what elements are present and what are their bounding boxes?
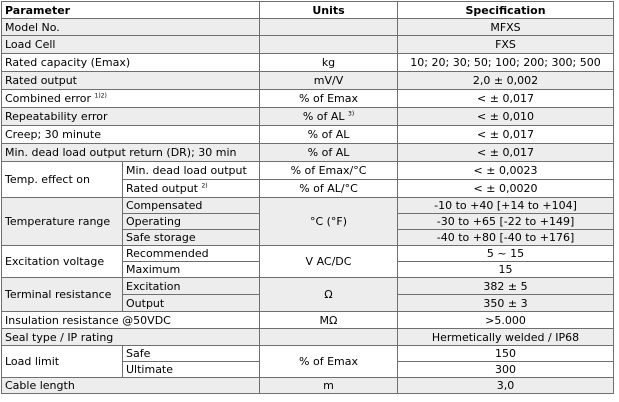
excitation-sub2-label: Maximum: [123, 262, 260, 278]
temp-range-sub3-spec: -40 to +80 [-40 to +176]: [398, 230, 614, 246]
row-temp-effect-1: [2, 162, 614, 180]
row-loadlimit-1: [2, 346, 614, 362]
creep-units: % of AL: [260, 126, 398, 144]
cable-label: Cable length: [2, 378, 260, 394]
output-units: mV/V: [260, 72, 398, 90]
excitation-sub2-spec: 15: [398, 262, 614, 278]
row-cable: [2, 378, 614, 394]
model-spec: MFXS: [398, 19, 614, 36]
repeat-spec: < ± 0,010: [398, 108, 614, 126]
row-capacity: [2, 54, 614, 72]
excitation-sub1-spec: 5 ~ 15: [398, 246, 614, 262]
row-excitation-1: [2, 246, 614, 262]
combined-units: % of Emax: [260, 90, 398, 108]
terminal-sub2-label: Output: [123, 295, 260, 312]
seal-units: [260, 329, 398, 346]
cable-units: m: [260, 378, 398, 394]
output-spec: 2,0 ± 0,002: [398, 72, 614, 90]
temp-range-sub2-label: Operating: [123, 214, 260, 230]
temp-effect-sub2-label: Rated output: [126, 182, 198, 195]
temp-effect-sub1-units: % of Emax/°C: [260, 162, 398, 180]
row-terminal-1: [2, 278, 614, 295]
dr-label: Min. dead load output return (DR); 30 min: [2, 144, 260, 162]
row-output: [2, 72, 614, 90]
header-specification: Specification: [398, 2, 614, 19]
combined-label-cell: [2, 90, 260, 108]
temp-effect-sub1-spec: < ± 0,0023: [398, 162, 614, 180]
loadcell-units: [260, 36, 398, 54]
loadlimit-sub2-label: Ultimate: [123, 362, 260, 378]
seal-spec: Hermetically welded / IP68: [398, 329, 614, 346]
repeat-units-cell: [260, 108, 398, 126]
temp-effect-label: Temp. effect on: [2, 162, 123, 198]
loadlimit-sub2-spec: 300: [398, 362, 614, 378]
repeat-units: % of AL: [302, 110, 345, 123]
capacity-spec: 10; 20; 30; 50; 100; 200; 300; 500: [398, 54, 614, 72]
capacity-label: Rated capacity (Emax): [2, 54, 260, 72]
row-model: [2, 19, 614, 36]
model-label: Model No.: [2, 19, 260, 36]
insulation-units: MΩ: [260, 312, 398, 329]
terminal-sub1-spec: 382 ± 5: [398, 278, 614, 295]
repeat-footnote: 3): [348, 110, 355, 118]
insulation-spec: >5.000: [398, 312, 614, 329]
loadlimit-label: Load limit: [2, 346, 123, 378]
temp-range-sub1-label: Compensated: [123, 198, 260, 214]
temp-effect-sub2-cell: [123, 180, 260, 198]
header-parameter: Parameter: [2, 2, 260, 19]
header-units: Units: [260, 2, 398, 19]
terminal-units: Ω: [260, 278, 398, 312]
excitation-sub1-label: Recommended: [123, 246, 260, 262]
combined-footnote: 1)2): [94, 92, 107, 100]
dr-spec: < ± 0,017: [398, 144, 614, 162]
specification-table: [1, 1, 614, 394]
loadcell-spec: FXS: [398, 36, 614, 54]
temp-range-sub2-spec: -30 to +65 [-22 to +149]: [398, 214, 614, 230]
loadlimit-sub1-spec: 150: [398, 346, 614, 362]
terminal-sub1-label: Excitation: [123, 278, 260, 295]
capacity-units: kg: [260, 54, 398, 72]
row-insulation: [2, 312, 614, 329]
excitation-units: V AC/DC: [260, 246, 398, 278]
combined-label: Combined error: [5, 92, 92, 105]
temp-range-sub1-spec: -10 to +40 [+14 to +104]: [398, 198, 614, 214]
temp-effect-sub1-label: Min. dead load output: [123, 162, 260, 180]
insulation-label: Insulation resistance @50VDC: [2, 312, 260, 329]
row-temp-range-1: [2, 198, 614, 214]
cable-spec: 3,0: [398, 378, 614, 394]
dr-units: % of AL: [260, 144, 398, 162]
excitation-label: Excitation voltage: [2, 246, 123, 278]
row-repeatability: [2, 108, 614, 126]
temp-range-label: Temperature range: [2, 198, 123, 246]
repeat-label: Repeatability error: [2, 108, 260, 126]
row-dr: [2, 144, 614, 162]
row-creep: [2, 126, 614, 144]
loadlimit-units: % of Emax: [260, 346, 398, 378]
loadlimit-sub1-label: Safe: [123, 346, 260, 362]
temp-effect-sub2-footnote: 2): [201, 182, 208, 190]
temp-range-units: °C (°F): [260, 198, 398, 246]
row-combined-error: [2, 90, 614, 108]
creep-spec: < ± 0,017: [398, 126, 614, 144]
model-units: [260, 19, 398, 36]
temp-effect-sub2-units: % of AL/°C: [260, 180, 398, 198]
seal-label: Seal type / IP rating: [2, 329, 260, 346]
terminal-sub2-spec: 350 ± 3: [398, 295, 614, 312]
header-row: [2, 2, 614, 19]
creep-label: Creep; 30 minute: [2, 126, 260, 144]
temp-effect-sub2-spec: < ± 0,0020: [398, 180, 614, 198]
temp-range-sub3-label: Safe storage: [123, 230, 260, 246]
loadcell-label: Load Cell: [2, 36, 260, 54]
row-loadcell: [2, 36, 614, 54]
row-seal: [2, 329, 614, 346]
terminal-label: Terminal resistance: [2, 278, 123, 312]
combined-spec: < ± 0,017: [398, 90, 614, 108]
output-label: Rated output: [2, 72, 260, 90]
